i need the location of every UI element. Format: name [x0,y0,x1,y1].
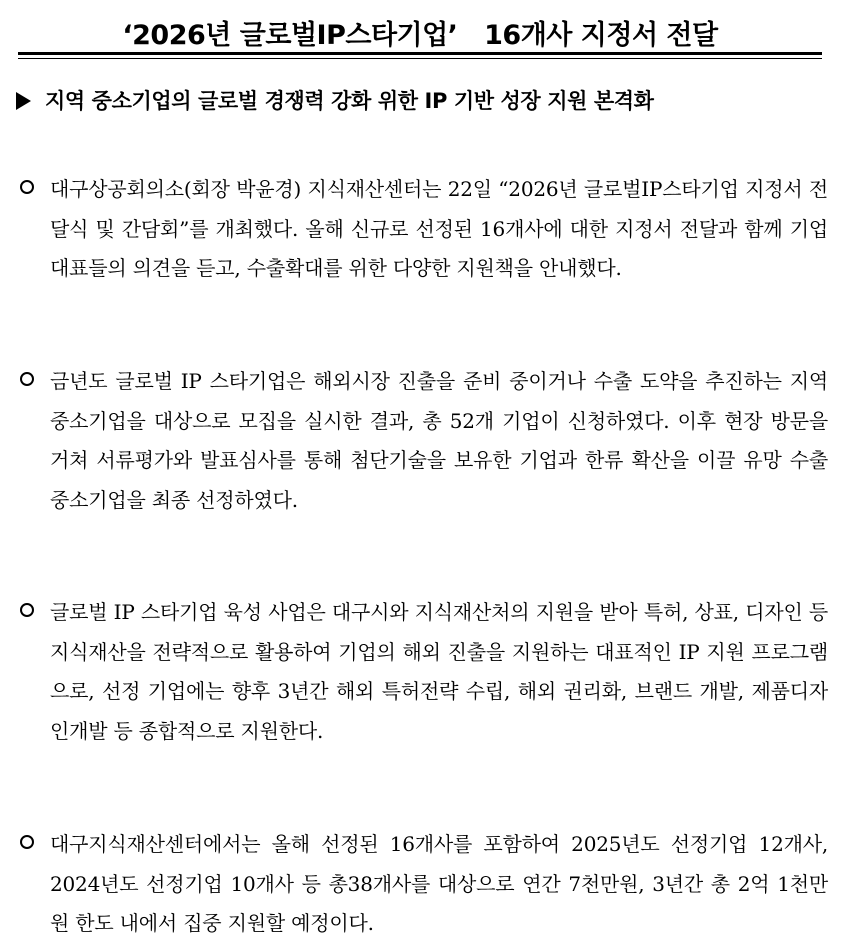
title-block [18,6,822,59]
title-rule-thick [18,52,822,55]
triangle-bullet-icon [16,92,31,110]
subtitle [16,86,836,116]
paragraph-text: 대구지식재산센터에서는 올해 선정된 16개사를 포함하여 2025년도 선정기업 12개사, 2024년도 선정기업 10개사 등 총38개사를 대상으로 연간 7천만원, 3년간 총 2억 1천만원 한도 내에서 집중 지원할 예정이다. [50,832,828,935]
circle-bullet-icon [20,603,34,617]
paragraph [20,593,828,751]
circle-bullet-icon [20,372,34,386]
paragraph [20,170,828,289]
circle-bullet-icon [20,180,34,194]
title-rule-thin [18,58,822,59]
paragraph [20,825,828,944]
circle-bullet-icon [20,835,34,849]
subtitle-text: 지역 중소기업의 글로벌 경쟁력 강화 위한 IP 기반 성장 지원 본격화 [45,89,654,113]
paragraph-text: 글로벌 IP 스타기업 육성 사업은 대구시와 지식재산처의 지원을 받아 특허, 상표, 디자인 등 지식재산을 전략적으로 활용하여 기업의 해외 진출을 지원하는 대표적인 IP 지원 프로그램으로, 선정 기업에는 향후 3년간 해외 특허전략 수립, 해외 권리화, 브랜드 개발, 제품디자인개발 등 종합적으로 지원한다. [50,600,828,743]
paragraph-text: 금년도 글로벌 IP 스타기업은 해외시장 진출을 준비 중이거나 수출 도약을 추진하는 지역 중소기업을 대상으로 모집을 실시한 결과, 총 52개 기업이 신청하였다. 이후 현장 방문을 거쳐 서류평가와 발표심사를 통해 첨단기술을 보유한 기업과 한류 확산을 이끌 유망 수출 중소기업을 최종 선정하였다. [50,369,828,512]
document-title: ‘2026년 글로벌IP스타기업’ 16개사 지정서 전달 [122,20,718,51]
paragraph [20,362,828,520]
paragraph-text: 대구상공회의소(회장 박윤경) 지식재산센터는 22일 “2026년 글로벌IP스타기업 지정서 전달식 및 간담회”를 개최했다. 올해 신규로 선정된 16개사에 대한 지정서 전달과 함께 기업 대표들의 의견을 듣고, 수출확대를 위한 다양한 지원책을 안내했다. [50,177,828,280]
